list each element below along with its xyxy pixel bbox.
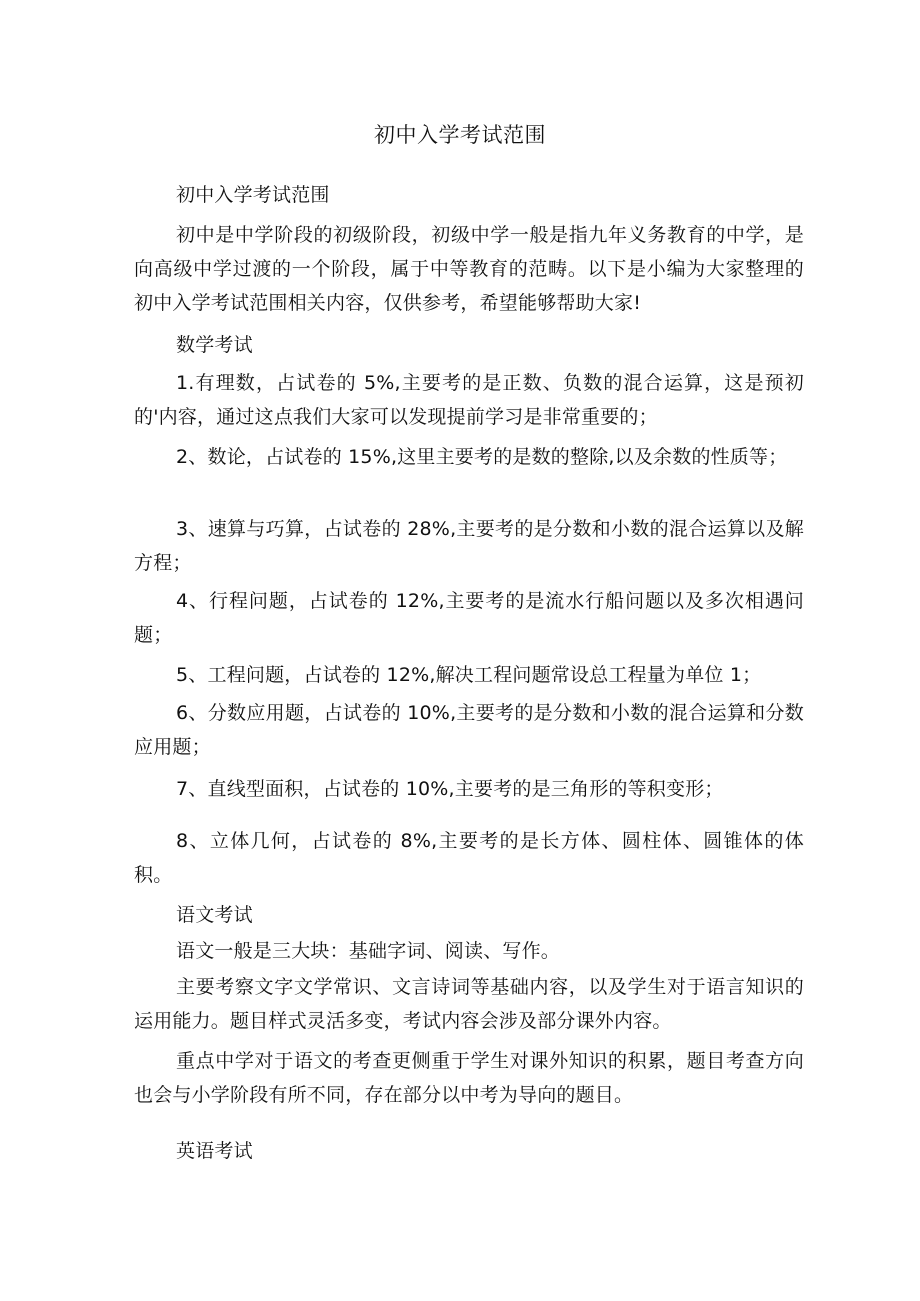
section-heading-english: 英语考试: [176, 1140, 253, 1162]
math-item-6: 6、分数应用题，占试卷的 10%,主要考的是分数和小数的混合运算和分数应用题；: [134, 702, 804, 758]
document-title: 初中入学考试范围: [374, 123, 546, 147]
math-item-3: 3、速算与巧算，占试卷的 28%,主要考的是分数和小数的混合运算以及解方程；: [134, 518, 804, 574]
math-item-8: 8、立体几何，占试卷的 8%,主要考的是长方体、圆柱体、圆锥体的体积。: [134, 830, 804, 886]
math-item-5: 5、工程问题，占试卷的 12%,解决工程问题常设总工程量为单位 1；: [176, 664, 762, 686]
chinese-para-1: 语文一般是三大块：基础字词、阅读、写作。: [176, 940, 561, 962]
chinese-para-3: 重点中学对于语文的考查更侧重于学生对课外知识的积累，题目考查方向也会与小学阶段有所不同，存在部分以中考为导向的题目。: [134, 1050, 804, 1106]
math-item-2: 2、数论，占试卷的 15%,这里主要考的是数的整除,以及余数的性质等；: [176, 446, 788, 468]
math-item-4: 4、行程问题，占试卷的 12%,主要考的是流水行船问题以及多次相遇问题；: [134, 590, 804, 646]
section-heading-math: 数学考试: [176, 334, 253, 356]
chinese-para-2: 主要考察文字文学常识、文言诗词等基础内容，以及学生对于语言知识的运用能力。题目样式灵活多变，考试内容会涉及部分课外内容。: [134, 976, 804, 1032]
math-item-1: 1.有理数，占试卷的 5%,主要考的是正数、负数的混合运算，这是预初的'内容，通过这点我们大家可以发现提前学习是非常重要的；: [134, 372, 804, 428]
paragraph-intro: 初中是中学阶段的初级阶段，初级中学一般是指九年义务教育的中学，是向高级中学过渡的一个阶段，属于中等教育的范畴。以下是小编为大家整理的初中入学考试范围相关内容，仅供参考，希望能够帮助大家!: [134, 224, 804, 314]
section-heading-chinese: 语文考试: [176, 904, 253, 926]
paragraph-subtitle: 初中入学考试范围: [176, 184, 330, 206]
math-item-7: 7、直线型面积，占试卷的 10%,主要考的是三角形的等积变形；: [176, 778, 724, 800]
